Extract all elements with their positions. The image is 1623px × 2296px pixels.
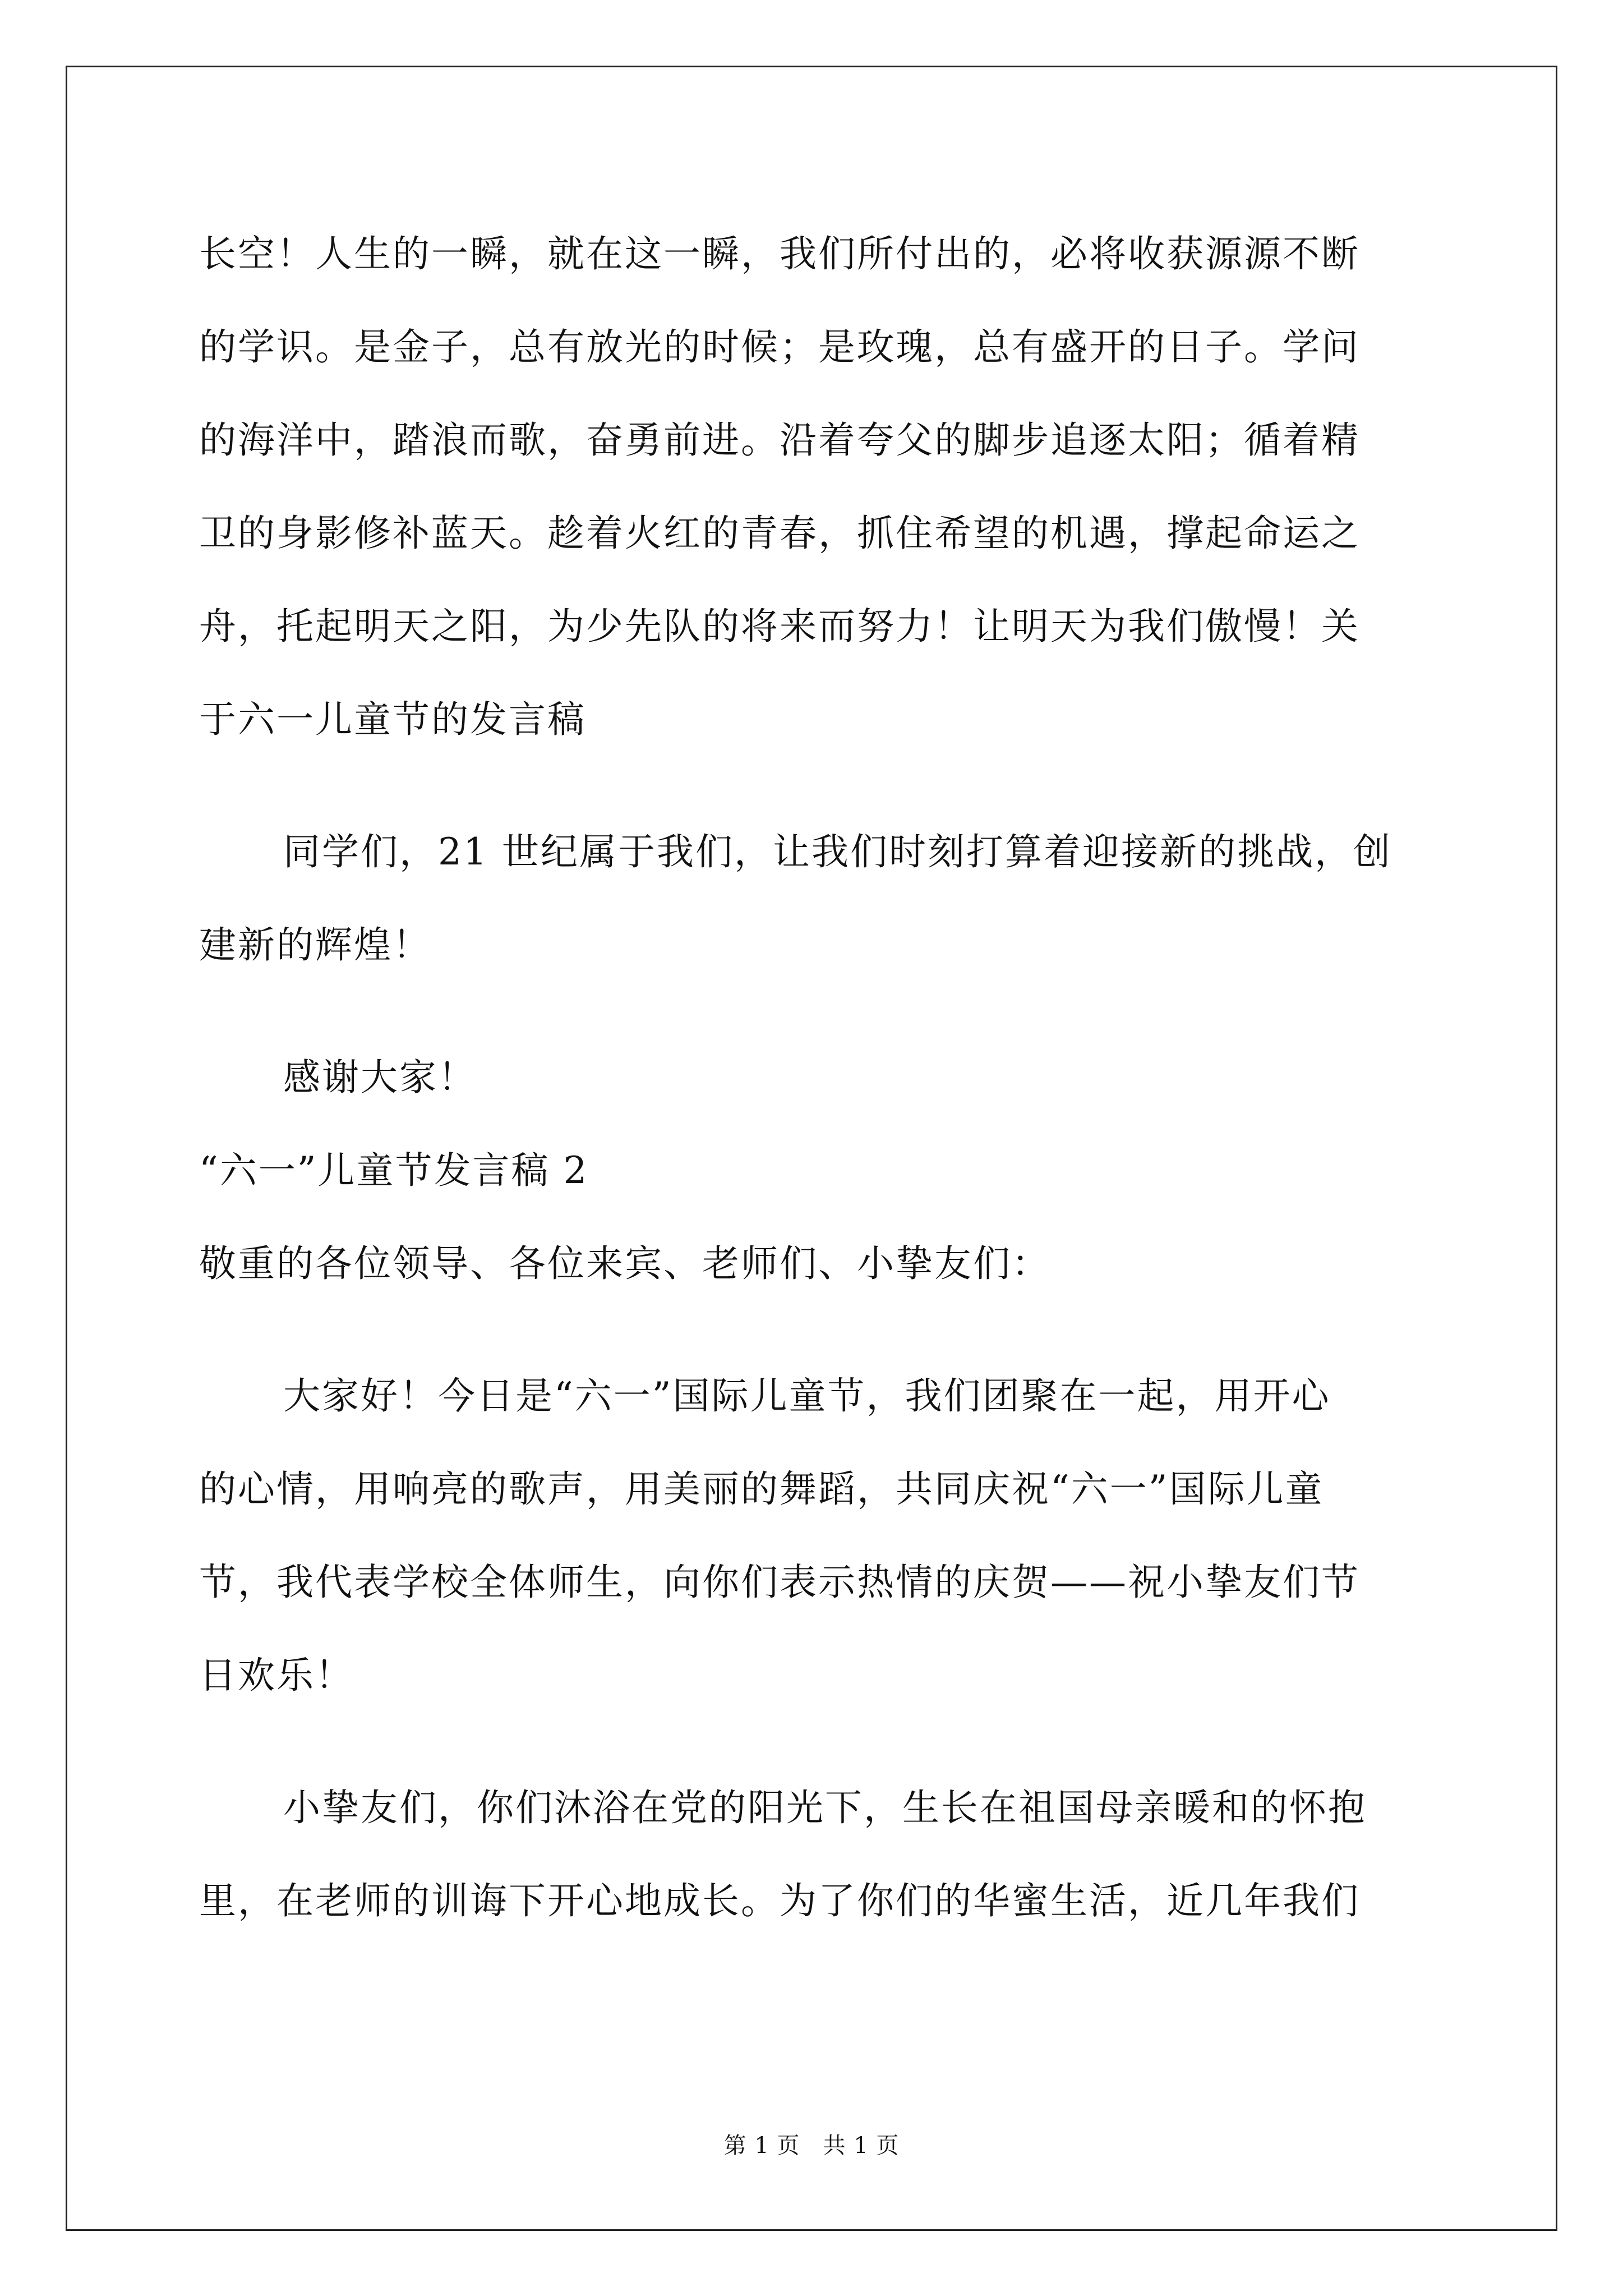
text-line: 舟，托起明天之阳，为少先队的将来而努力！让明天为我们傲慢！关 bbox=[199, 605, 1360, 648]
text-line: 卫的身影修补蓝天。趁着火红的青春，抓住希望的机遇，撑起命运之 bbox=[199, 512, 1360, 555]
text-line: 小挚友们，你们沐浴在党的阳光下，生长在祖国母亲暖和的怀抱 bbox=[283, 1786, 1367, 1829]
text-line: 于六一儿童节的发言稿 bbox=[199, 698, 586, 741]
text-line: 里，在老师的训诲下开心地成长。为了你们的华蜜生活，近几年我们 bbox=[199, 1879, 1360, 1922]
document-body bbox=[199, 208, 1433, 1948]
page-footer: 第 1 页 共 1 页 bbox=[723, 2133, 900, 2159]
salutation: 敬重的各位领导、各位来宾、老师们、小挚友们： bbox=[199, 1242, 1050, 1285]
text-line: 节，我代表学校全体师生，向你们表示热情的庆贺——祝小挚友们节 bbox=[199, 1561, 1360, 1604]
text-line: 日欢乐！ bbox=[199, 1654, 354, 1697]
text-line: 建新的辉煌！ bbox=[199, 923, 431, 967]
text-line: 长空！人生的一瞬，就在这一瞬，我们所付出的，必将收获源源不断 bbox=[199, 232, 1360, 275]
text-line: 的学识。是金子，总有放光的时候；是玫瑰，总有盛开的日子。学问 bbox=[199, 325, 1360, 369]
text-line: 大家好！今日是“六一”国际儿童节，我们团聚在一起，用开心 bbox=[283, 1374, 1331, 1418]
section-heading: “六一”儿童节发言稿 2 bbox=[199, 1149, 589, 1192]
text-line: 的心情，用响亮的歌声，用美丽的舞蹈，共同庆祝“六一”国际儿童 bbox=[199, 1467, 1324, 1511]
text-line: 感谢大家！ bbox=[283, 1056, 477, 1099]
text-line: 同学们，21 世纪属于我们，让我们时刻打算着迎接新的挑战，创 bbox=[283, 830, 1392, 873]
text-line: 的海洋中，踏浪而歌，奋勇前进。沿着夸父的脚步追逐太阳；循着精 bbox=[199, 418, 1360, 462]
